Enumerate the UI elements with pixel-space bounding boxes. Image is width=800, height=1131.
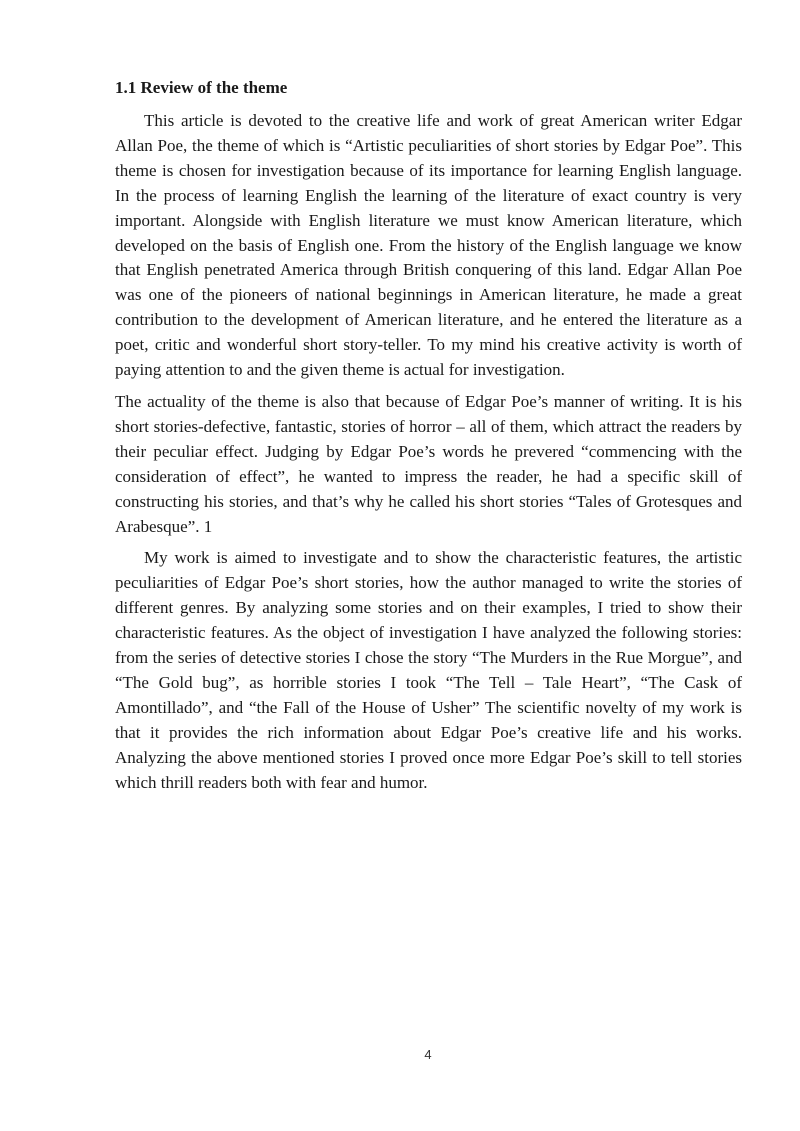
page-body	[115, 76, 742, 802]
paragraph-actuality: The actuality of the theme is also that because of Edgar Poe’s manner of writing. It is his short stories-defective, fantastic, stories of horror – all of them, which attract the readers by their peculiar effect. Judging by Edgar Poe’s words he prevered “commencing with the consideration of effect”, he wanted to impress the reader, he had a specific skill of constructing his stories, and that’s why he called his short stories “Tales of Grotesques and Arabesque”. 1	[115, 391, 742, 536]
paragraph-introduction: This article is devoted to the creative life and work of great American writer Edgar Allan Poe, the theme of which is “Artistic peculiarities of short stories by Edgar Poe”. This theme is chosen for investigation because of its importance for learning English language. In the process of learning English the learning of the literature of exact country is very important. Alongside with English literature we must know American literature, which developed on the basis of English one. From the history of the English language we know that English penetrated America through British conquering of this land. Edgar Allan Poe was one of the pioneers of national beginnings in American literature, he made a great contribution to the development of American literature, and he entered the literature as a poet, critic and wonderful short story-teller. To my mind his creative activity is worth of paying attention to and the given theme is actual for investigation.	[115, 111, 742, 380]
page-number: 4	[424, 1047, 432, 1062]
section-heading: 1.1 Review of the theme	[115, 78, 288, 97]
paragraph-aims: My work is aimed to investigate and to show the characteristic features, the artistic peculiarities of Edgar Poe’s short stories, how the author managed to write the stories of different genres. By analyzing some stories and on their examples, I tried to show their characteristic features. As the object of investigation I have analyzed the following stories: from the series of detective stories I chose the story “The Murders in the Rue Morgue”, and “The Gold bug”, as horrible stories I took “The Tell – Tale Heart”, “The Cask of Amontillado”, and “the Fall of the House of Usher” The scientific novelty of my work is that it provides the rich information about Edgar Poe’s creative life and his works. Analyzing the above mentioned stories I proved once more Edgar Poe’s skill to tell stories which thrill readers both with fear and humor.	[115, 548, 742, 792]
